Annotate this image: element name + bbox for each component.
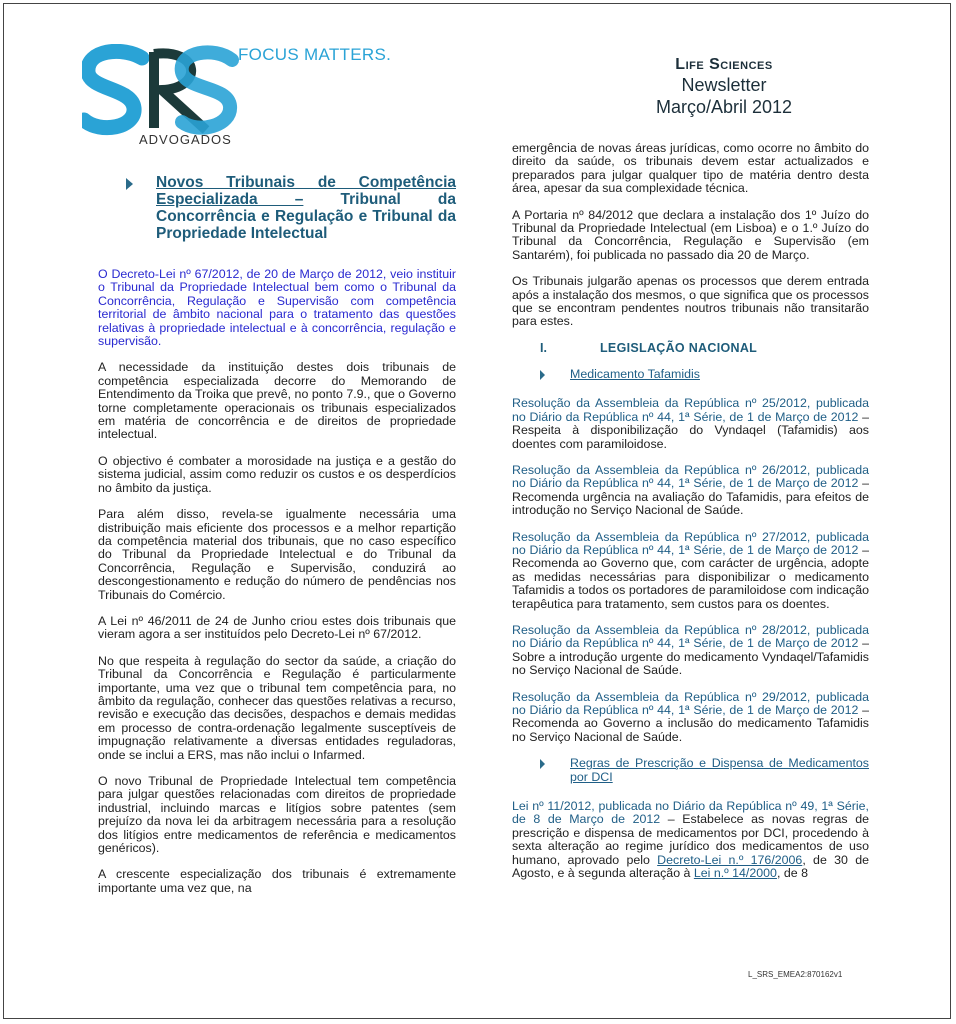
article-title: [98, 174, 456, 242]
resolution-entry: [512, 691, 869, 745]
subsection-label: Regras de Prescrição e Dispensa de Medicamentos por DCI: [570, 756, 869, 784]
paragraph: A necessidade da instituição destes dois tribunais de competência especializada decorre do Memorando de Entendimento da Troika que prevê, no ponto 7.9., que o Governo torne completamente operacionais os tribunais especializados em matéria de concorrência e de direitos de propriedade intelectual.: [98, 360, 456, 442]
resolution-ref: Resolução da Assembleia da República nº 28/2012, publicada no Diário da República nº 44, 1ª Série, de 1 de Março de 2012: [512, 622, 869, 651]
intro-paragraph: O Decreto-Lei nº 67/2012, de 20 de Março de 2012, veio instituir o Tribunal da Propriedade Intelectual bem como o Tribunal da Concorrência, Regulação e Supervisão com competência territorial de âmbito nacional para o tratamento das questões relativas à propriedade intelectual e à concorrência, regulação e supervisão.: [98, 267, 456, 349]
paragraph: A crescente especialização dos tribunais é extremamente importante uma vez que, na: [98, 867, 456, 895]
title-line-1: Novos Tribunais de Competência Especializada –: [156, 174, 456, 208]
paragraph: A Portaria nº 84/2012 que declara a instalação dos 1º Juízo do Tribunal da Propriedade Intelectual (em Lisboa) e o 1.º Juízo do Tribunal da Concorrência, Regulação e Supervisão (em Santarém), foi publicada no passado dia 20 de Março.: [512, 207, 869, 262]
resolution-text: – Respeita à disponibilização do Vyndaqel (Tafamidis) aos doentes com paramiloidose.: [512, 409, 869, 451]
resolution-text: – Recomenda urgência na avaliação do Tafamidis, para efeitos de introdução no Serviço Nacional de Saúde.: [512, 476, 869, 518]
left-column: [98, 174, 456, 908]
subsection-heading: [512, 368, 869, 381]
resolution-ref: Resolução da Assembleia da República nº 25/2012, publicada no Diário da República nº 44, 1ª Série, de 1 de Março de 2012: [512, 396, 869, 424]
paragraph: A Lei nº 46/2011 de 24 de Junho criou estes dois tribunais que vieram agora a ser instituídos pelo Decreto-Lei nº 67/2012.: [98, 613, 456, 642]
law-text: , de 8: [776, 866, 808, 881]
srs-monogram-icon: [82, 44, 242, 139]
paragraph: O objectivo é combater a morosidade na justiça e a gestão do sistema judicial, assim como reduzir os custos e os desperdícios no âmbito da justiça.: [98, 453, 456, 495]
resolution-entry: [512, 464, 869, 518]
resolution-ref: Resolução da Assembleia da República nº 27/2012, publicada no Diário da República nº 44, 1ª Série, de 1 de Março de 2012: [512, 529, 869, 557]
law-ref: Lei nº 11/2012, publicada no Diário da República nº 49, 1ª Série, de 8 de Março de 2012: [512, 799, 869, 827]
document-code: L_SRS_EMEA2:870162v1: [748, 970, 843, 979]
section-heading: [512, 342, 869, 364]
resolution-entry: [512, 397, 869, 451]
section-label: LEGISLAÇÃO NACIONAL: [600, 340, 758, 355]
newsletter-header: [624, 56, 824, 118]
newsletter-page: [3, 3, 951, 1019]
resolution-text: – Recomenda ao Governo que, com carácter de urgência, adopte as medidas necessárias para disponibilizar o medicamento Tafamidis a todos os portadores de paramiloidose com indicação terapêutica para tratamento, sem custos para os doentes.: [512, 542, 869, 611]
law-text: – Estabelece as novas regras de prescrição e dispensa de medicamentos por DCI, procedendo à sexta alteração ao regime jurídico dos medicamentos de uso humano, aprovado pelo: [512, 812, 869, 867]
resolution-text: – Recomenda ao Governo a inclusão do medicamento Tafamidis no Serviço Nacional de Saúde.: [512, 703, 869, 744]
resolution-text: – Sobre a introdução urgente do medicamento Vyndaqel/Tafamidis no Serviço Nacional de Saúde.: [512, 636, 869, 678]
law-entry: [512, 800, 869, 880]
paragraph: O novo Tribunal de Propriedade Intelectual tem competência para julgar questões relacionadas com direitos de propriedade industrial, incluindo marcas e litígios sobre patentes (sem prejuízo da nova lei da arbitragem necessária para a resolução dos litígios entre medicamentos de referência e medicamentos genéricos).: [98, 774, 456, 856]
title-line-2: Tribunal da Concorrência e Regulação e Tribunal da Propriedade Intelectual: [156, 191, 456, 242]
firm-name: ADVOGADOS: [139, 132, 232, 147]
resolution-entry: [512, 624, 869, 678]
bullet-arrow-icon: [540, 759, 545, 769]
law-link[interactable]: Lei n.º 14/2000: [693, 866, 777, 881]
section-name: Life Sciences: [675, 56, 773, 73]
right-column: [512, 142, 869, 893]
subsection-label: Medicamento Tafamidis: [570, 366, 700, 381]
section-number: I.: [540, 340, 547, 355]
resolution-ref: Resolução da Assembleia da República nº 26/2012, publicada no Diário da República nº 44, 1ª Série, de 1 de Março de 2012: [512, 462, 869, 491]
law-text: , de 30 de Agosto, e à segunda alteração à: [512, 852, 869, 881]
tagline: FOCUS MATTERS.: [238, 45, 392, 64]
subsection-heading: [512, 757, 869, 784]
bullet-arrow-icon: [126, 178, 133, 190]
paragraph: Os Tribunais julgarão apenas os processos que derem entrada após a instalação dos mesmos, o que significa que os processos que se encontram pendentes noutros tribunais não transitarão para estes.: [512, 274, 869, 329]
bullet-arrow-icon: [540, 370, 545, 380]
resolution-entry: [512, 531, 869, 611]
resolution-ref: Resolução da Assembleia da República nº 29/2012, publicada no Diário da República nº 44, 1ª Série, de 1 de Março de 2012: [512, 689, 869, 717]
paragraph: emergência de novas áreas jurídicas, como ocorre no âmbito do direito da saúde, os tribunais devem estar actualizados e preparados para julgar qualquer tipo de matéria dentro desta área, apesar da sua complexidade técnica.: [512, 141, 869, 196]
paragraph: Para além disso, revela-se igualmente necessária uma distribuição mais eficiente dos processos e a melhor repartição da competência material dos tribunais, que no caso específico do Tribunal da Propriedade Intelectual e do Tribunal da Concorrência, Regulação e Supervisão, conduzirá ao descongestionamento e redução do número de pendências nos Tribunais do Comércio.: [98, 507, 456, 602]
newsletter-label: Newsletter: [681, 75, 767, 95]
decree-link[interactable]: Decreto-Lei n.º 176/2006: [657, 852, 803, 867]
issue-date: Março/Abril 2012: [655, 97, 793, 117]
paragraph: No que respeita à regulação do sector da saúde, a criação do Tribunal da Concorrência e Regulação é particularmente importante, uma vez que o tribunal tem competência para, no âmbito da regulação, conhecer das questões relativas a recurso, revisão e execução das decisões, despachos e demais medidas em processo de contra-ordenação legalmente susceptíveis de impugnação relativamente a diversas entidades reguladoras, onde se inclui a ERS, mas não inclui o Infarmed.: [98, 653, 456, 762]
